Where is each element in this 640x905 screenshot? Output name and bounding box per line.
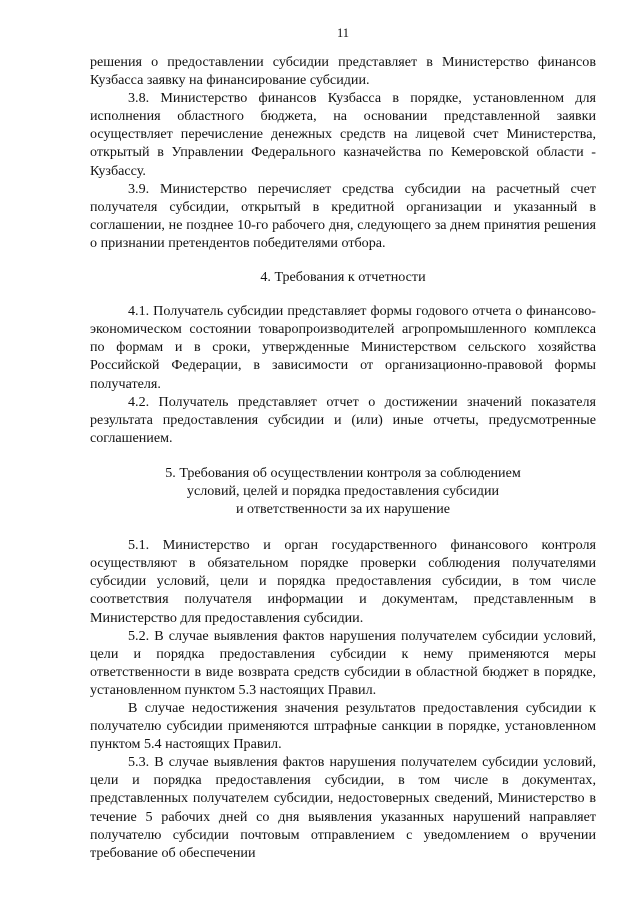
spacer <box>90 447 596 464</box>
document-body <box>90 53 596 862</box>
paragraph-4-2: 4.2. Получатель представляет отчет о достижении значений показателя результата предоставления субсидии и (или) иные отчеты, предусмотренные соглашением. <box>90 393 596 446</box>
spacer <box>90 518 596 536</box>
section-5-heading-line-3: и ответственности за их нарушение <box>235 501 451 518</box>
paragraph-3-8: 3.8. Министерство финансов Кузбасса в порядке, установленном для исполнения областного бюджета, на основании представленной заявки осуществляет перечисление денежных средств на лицевой счет Министерства, открытый в Управлении Федерального казначейства по Кемеровской области - Кузбассу. <box>90 90 596 179</box>
section-5-heading-line-1: 5. Требования об осуществлении контроля за соблюдением <box>165 464 521 481</box>
paragraph-5-1: 5.1. Министерство и орган государственного финансового контроля осуществляют в обязательном порядке проверки соблюдения получателями субсидии условий, цели и порядка предоставления субсидии, в том числе соответствия получателя информации и документам, представленным в Министерство для предоставления субсидии. <box>90 537 596 626</box>
paragraph-5-2-penalty: В случае недостижения значения результатов предоставления субсидии к получателю субсидии применяются штрафные санкции в порядке, установленном пунктом 5.4 настоящих Правил. <box>90 700 596 753</box>
section-4-heading: 4. Требования к отчетности <box>260 269 426 286</box>
paragraph-4-1: 4.1. Получатель субсидии представляет формы годового отчета о финансово-экономическом состоянии товаропроизводителей агропромышленного комплекса по формам и в сроки, утвержденные Министерством сельского хозяйства Российской Федерации, в зависимости от организационно-правовой формы получателя. <box>90 303 596 392</box>
section-5-heading-line-2: условий, целей и порядка предоставления субсидии <box>186 482 500 499</box>
page-number: 11 <box>336 26 350 40</box>
spacer <box>90 286 596 302</box>
paragraph-5-3: 5.3. В случае выявления фактов нарушения получателем субсидии условий, цели и порядка предоставления субсидии, в том числе в документах, представленных получателем субсидии, недостоверных сведений, Министерство в течение 5 рабочих дней со дня выявления указанных нарушений направляет получателю субсидии почтовым отправлением с уведомлением о вручении требование об обеспечении <box>90 754 596 861</box>
paragraph-5-2: 5.2. В случае выявления фактов нарушения получателем субсидии условий, цели и порядка предоставления субсидии к нему применяются меры ответственности в виде возврата средств субсидии в областной бюджет в порядке, установленном пунктом 5.3 настоящих Правил. <box>90 627 596 698</box>
paragraph-3-9: 3.9. Министерство перечисляет средства субсидии на расчетный счет получателя субсидии, открытый в кредитной организации и указанный в соглашении, не позднее 10-го рабочего дня, следующего за днем принятия решения о признании претендентов победителями отбора. <box>90 180 596 251</box>
spacer <box>90 252 596 268</box>
paragraph-continuation: решения о предоставлении субсидии представляет в Министерство финансов Кузбасса заявку на финансирование субсидии. <box>90 54 596 89</box>
